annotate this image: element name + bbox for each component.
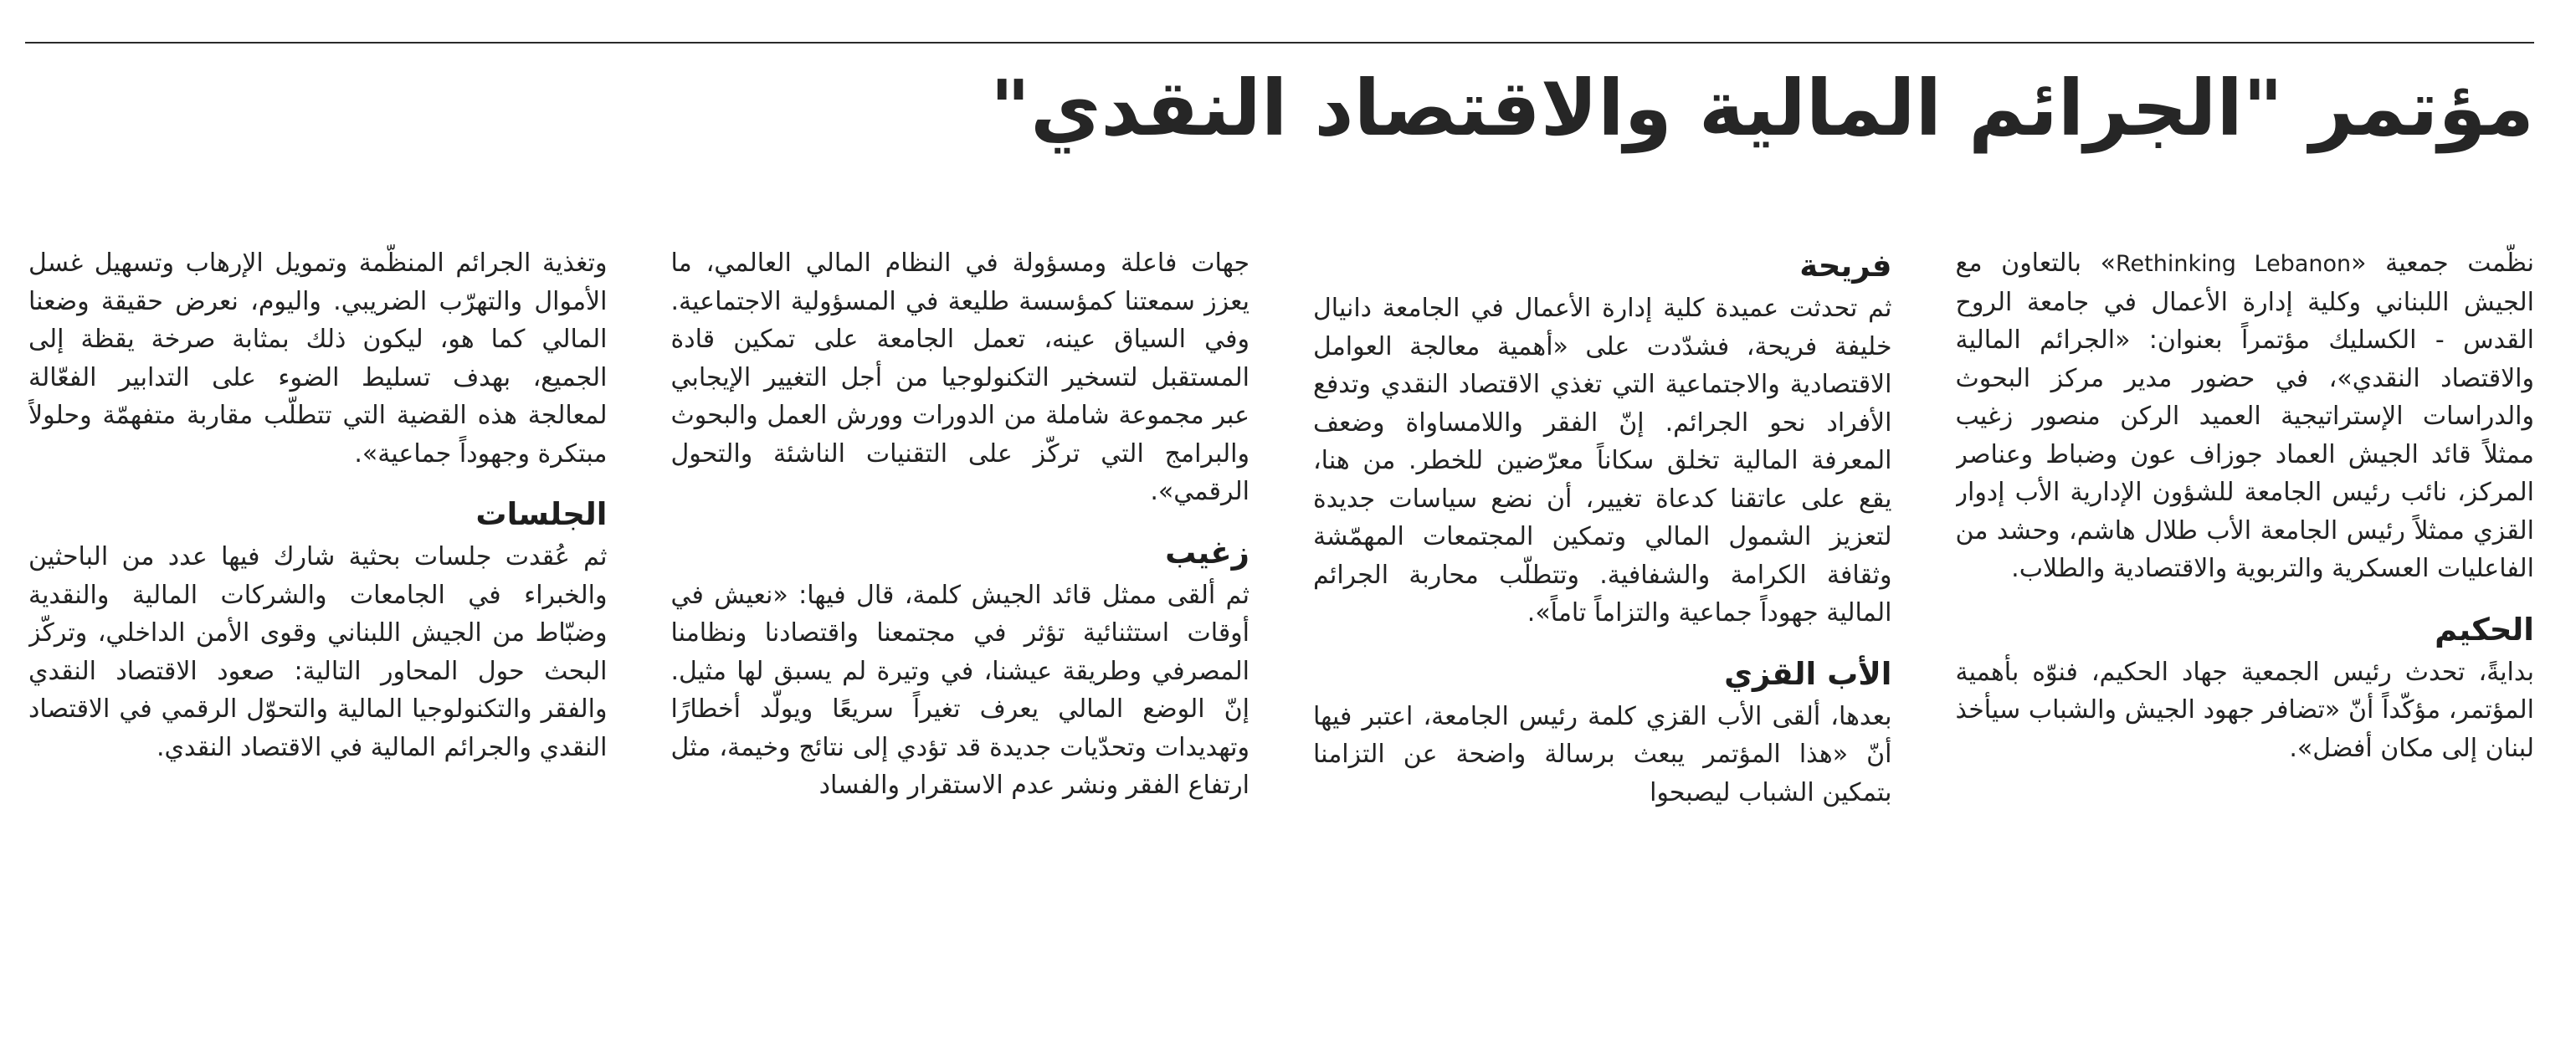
section-heading-hakim: الحكيم [2435, 611, 2534, 648]
section-heading-sessions: الجلسات [475, 496, 608, 532]
article-headline: مؤتمر "الجرائم المالية والاقتصاد النقدي" [990, 64, 2534, 153]
organization-name: Rethinking Lebanon [2115, 251, 2352, 277]
intro-lead: نظّمت جمعية « [2351, 248, 2534, 278]
column-1 [1956, 244, 2535, 1031]
article-body [28, 244, 2534, 1031]
section-heading-freiha: فريحة [1799, 248, 1892, 284]
zgheib-continued-paragraph: وتغذية الجرائم المنظّمة وتمويل الإرهاب وتسهيل غسل الأموال والتهرّب الضريبي. واليوم، نعرض حقيقة وضعنا المالي كما هو، ليكون ذلك بمثابة صرخة يقظة إلى الجميع، بهدف تسليط الضوء على التدابير الفعّالة لمعالجة هذه القضية التي تتطلّب مقاربة متفهمّة وحلولاً مبتكرة وجهوداً جماعية». [28, 248, 608, 469]
zgheib-paragraph: ثم ألقى ممثل قائد الجيش كلمة، قال فيها: «نعيش في أوقات استثنائية تؤثر في مجتمعنا واقتصادنا ونظامنا المصرفي وطريقة عيشنا، في وتيرة لم يسبق لها مثيل. إنّ الوضع المالي يعرف تغيراً سريعًا ويولّد أخطارًا وتهديدات وتحدّيات جديدة قد تؤدي إلى نتائج وخيمة، مثل ارتفاع الفقر ونشر عدم الاستقرار والفساد [670, 580, 1250, 800]
kazzi-paragraph: بعدها، ألقى الأب القزي كلمة رئيس الجامعة، اعتبر فيها أنّ «هذا المؤتمر يبعث برسالة واضحة عن التزامنا بتمكين الشباب ليصبحوا [1313, 701, 1892, 807]
kazzi-continued-paragraph: جهات فاعلة ومسؤولة في النظام المالي العالمي، ما يعزز سمعتنا كمؤسسة طليعة في المسؤولية الاجتماعية. وفي السياق عينه، تعمل الجامعة على تمكين قادة المستقبل لتسخير التكنولوجيا من أجل التغيير الإيجابي عبر مجموعة شاملة من الدورات وورش العمل والبحوث والبرامج التي تركّز على التقنيات الناشئة والتحول الرقمي». [670, 248, 1250, 506]
freiha-paragraph: ثم تحدثت عميدة كلية إدارة الأعمال في الجامعة دانيال خليفة فريحة، فشدّدت على «أهمية معالجة العوامل الاقتصادية والاجتماعية التي تغذي الاقتصاد النقدي وتدفع الأفراد نحو الجرائم. إنّ الفقر واللامساواة وضعف المعرفة المالية تخلق سكاناً معرّضين للخطر. من هنا، يقع على عاتقنا كدعاة تغيير، أن نضع سياسات جديدة لتعزيز الشمول المالي وتمكين المجتمعات المهمّشة وثقافة الكرامة والشفافية. وتتطلّب محاربة الجرائم المالية جهوداً جماعية والتزاماً تاماً». [1313, 294, 1892, 628]
column-4 [28, 244, 608, 1031]
hakim-paragraph: بدايةً، تحدث رئيس الجمعية جهاد الحكيم، فنوّه بأهمية المؤتمر، مؤكّداً أنّ «تضافر جهود الجيش والشباب سيأخذ لبنان إلى مكان أفضل». [1955, 657, 2534, 763]
intro-paragraph [1956, 244, 2535, 588]
top-rule [25, 42, 2534, 44]
column-3 [671, 244, 1250, 1031]
sessions-paragraph: ثم عُقدت جلسات بحثية شارك فيها عدد من الباحثين والخبراء في الجامعات والشركات المالية والنقدية وضبّاط من الجيش اللبناني وقوى الأمن الداخلي، وتركّز البحث حول المحاور التالية: صعود الاقتصاد النقدي والفقر والتكنولوجيا المالية والتحوّل الرقمي في الاقتصاد النقدي والجرائم المالية في الاقتصاد النقدي. [28, 542, 608, 762]
section-heading-kazzi: الأب القزي [1724, 655, 1892, 692]
intro-rest: » بالتعاون مع الجيش اللبناني وكلية إدارة الأعمال في جامعة الروح القدس - الكسليك مؤتمراً بعنوان: «الجرائم المالية والاقتصاد النقدي»، في حضور مدير مركز البحوث والدراسات الإستراتيجية العميد الركن منصور زغيب ممثلاً قائد الجيش العماد جوزاف عون وضباط وعناصر المركز، نائب رئيس الجامعة للشؤون الإدارية الأب إدوار القزي ممثلاً رئيس الجامعة الأب طلال هاشم، وحشد من الفاعليات العسكرية والتربوية والاقتصادية والطلاب. [1955, 248, 2534, 583]
section-heading-zgheib: زغيب [1165, 534, 1250, 571]
column-2 [1313, 244, 1892, 1031]
